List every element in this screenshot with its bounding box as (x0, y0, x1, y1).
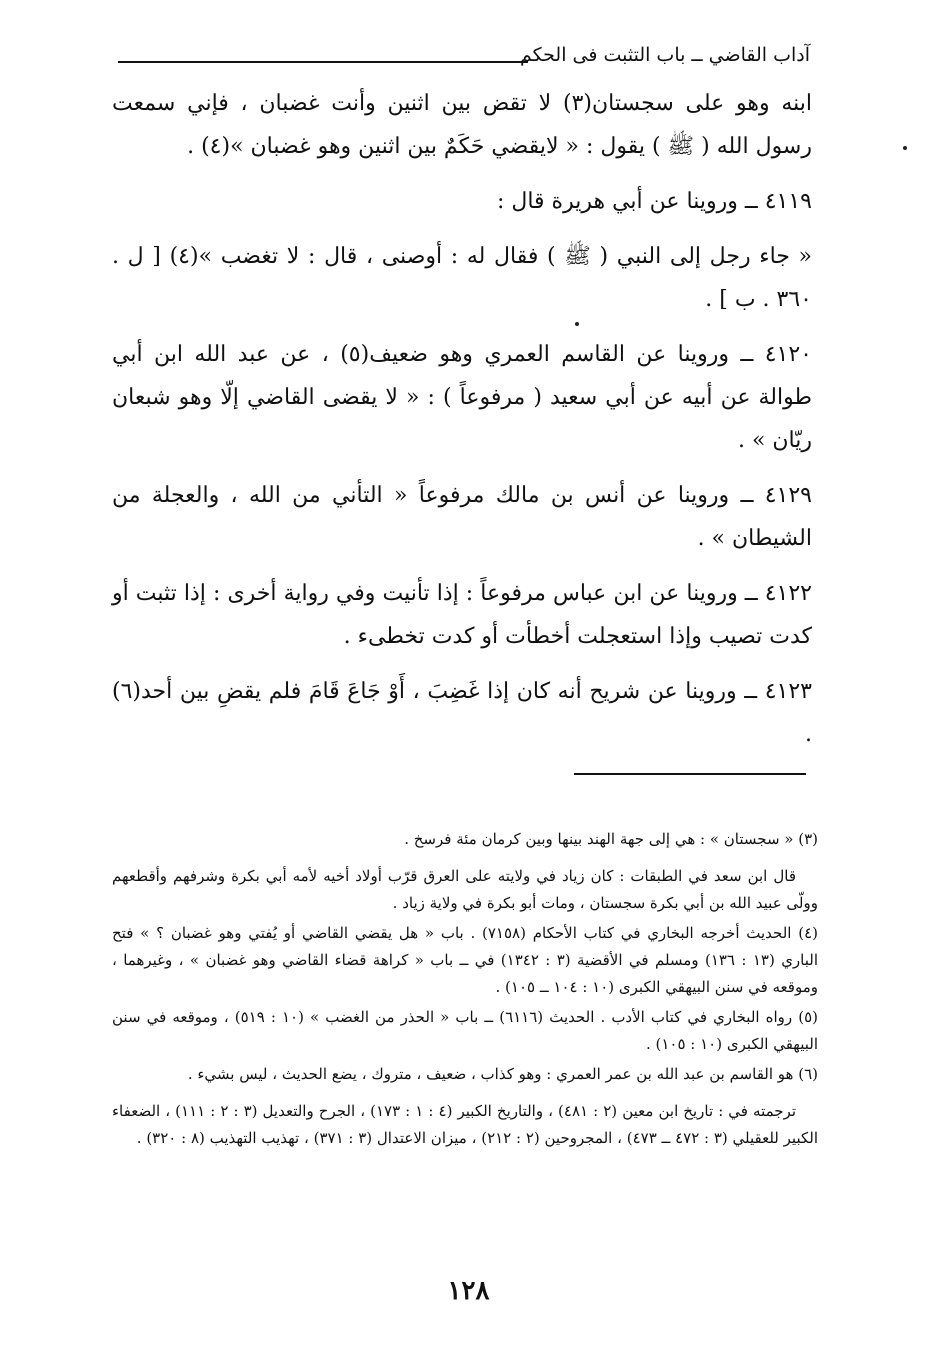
running-header (118, 44, 810, 74)
hadith-4119: ٤١١٩ ــ وروينا عن أبي هريرة قال : (496, 189, 812, 214)
paragraph-continuation: ابنه وهو على سجستان(٣) لا تقض بين اثنين وأنت غضبان ، فإني سمعت رسول الله ( ﷺ ) يقول : « لايقضي حَكَمٌ بين اثنين وهو غضبان »(٤) . (112, 91, 813, 159)
page-number: ١٢٨ (447, 1276, 490, 1306)
hadith-4121: ٤١٢٩ ــ وروينا عن أنس بن مالك مرفوعاً « التأني من الله ، والعجلة من الشيطان » . (112, 483, 812, 551)
hadith-4119-text: « جاء رجل إلى النبي ( ﷺ ) فقال له : أوصنى ، قال : لا تغضب »(٤) [ ل . ٣٦٠ . ب ] . (112, 244, 813, 312)
main-text (112, 82, 812, 768)
hadith-4122: ٤١٢٢ ــ وروينا عن ابن عباس مرفوعاً : إذا تأنيت وفي رواية أخرى : إذا تثبت أو كدت تصيب وإذا استعجلت أخطأت أو كدت تخطىء . (112, 581, 812, 649)
footnote-4: (٤) الحديث أخرجه البخاري في كتاب الأحكام (٧١٥٨) . باب « هل يقضي القاضي أو يُفتي وهو غضبان ؟ » فتح الباري (١٣ : ١٣٦) ومسلم في الأقضية (٣ : ١٣٤٢) في ــ باب « كراهة قضاء القاضي وهو غضبان » ، وغيرهما ، وموقعه في سنن البيهقي الكبرى (١٠ : ١٠٤ ــ ١٠٥) . (112, 924, 819, 996)
running-head-title: آداب القاضي ــ باب التثبت فى الحكم (520, 44, 810, 66)
hadith-4123: ٤١٢٣ ــ وروينا عن شريح أنه كان إذا غَضِبَ ، أَوْ جَاعَ قَامَ فلم يقضِ بين أحد(٦) . (112, 679, 812, 747)
footnote-6-continuation: ترجمته في : تاريخ ابن معين (٢ : ٤٨١) ، والتاريخ الكبير (٤ : ١ : ١٧٣) ، الجرح والتعديل (٣ : ٢ : ١١١) ، الضعفاء الكبير للعقيلي (٣ : ٤٧٢ ــ ٤٧٣) ، المجروحين (٢ : ٢١٢) ، ميزان الاعتدال (٣ : ٣٧١) ، تهذيب التهذيب (٨ : ٣٢٠) . (112, 1102, 818, 1147)
speck-mark (575, 322, 579, 326)
speck-mark (903, 146, 907, 150)
footnote-separator (574, 773, 806, 775)
footnote-3: (٣) « سجستان » : هي إلى جهة الهند بينها وبين كرمان مئة فرسخ . (404, 830, 818, 848)
hadith-4120: ٤١٢٠ ــ وروينا عن القاسم العمري وهو ضعيف(٥) ، عن عبد الله ابن أبي طوالة عن أبيه عن أبي سعيد ( مرفوعاً ) : « لا يقضى القاضي إلّا وهو شبعان ريّان » . (112, 342, 812, 453)
header-rule (118, 61, 528, 63)
footnote-3-continuation: قال ابن سعد في الطبقات : كان زياد في ولايته على العرق قرّب أولاد أخيه لأمه أبي بكرة وشرفهم وأقطعهم وولّى عبيد الله بن أبي بكرة سجستان ، ومات أبو بكرة في ولاية زياد . (112, 867, 818, 912)
footnotes (112, 826, 818, 1155)
footnote-6: (٦) هو القاسم بن عبد الله بن عمر العمري : وهو كذاب ، ضعيف ، متروك ، يضع الحديث ، ليس بشيء . (187, 1065, 818, 1083)
footnote-5: (٥) رواه البخاري في كتاب الأدب . الحديث (٦١١٦) ــ باب « الحذر من الغضب » (١٠ : ٥١٩) ، وموقعه في سنن البيهقي الكبرى (١٠ : ١٠٥) . (112, 1008, 818, 1053)
